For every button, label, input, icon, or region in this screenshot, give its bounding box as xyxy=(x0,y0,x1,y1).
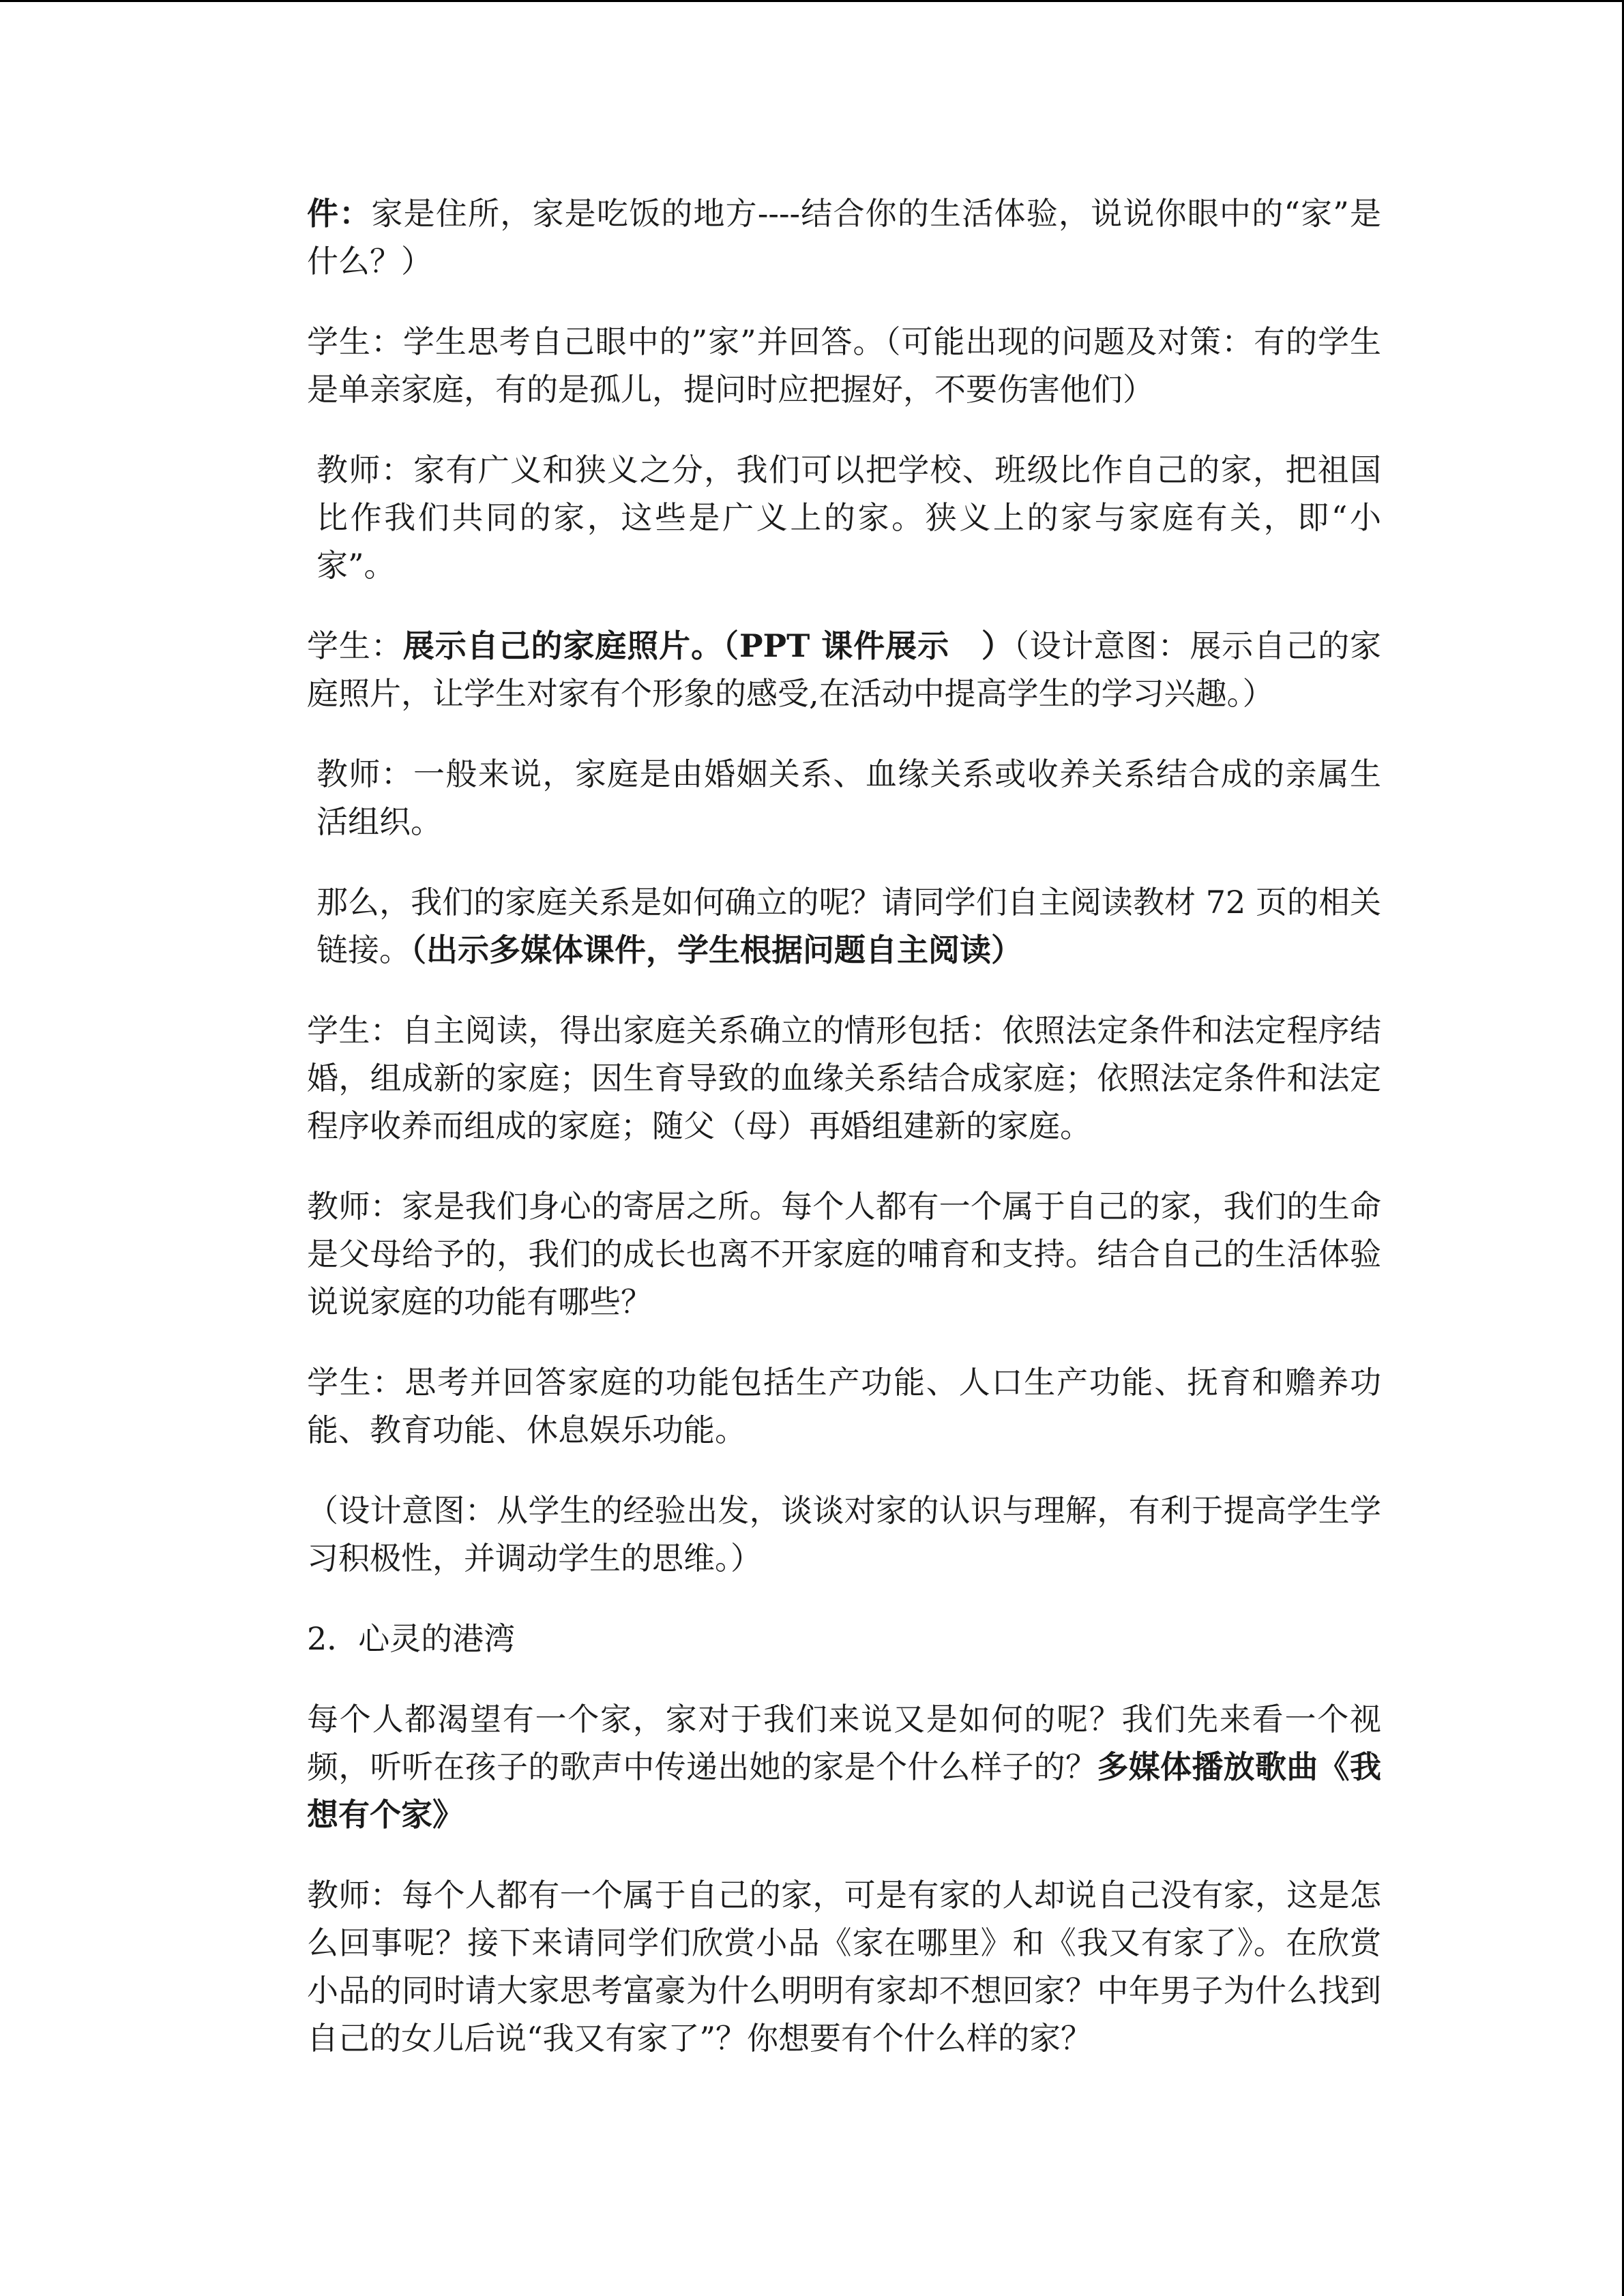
paragraph-12-text: 每个人都渴望有一个家，家对于我们来说又是如何的呢？我们先来看一个视频，听听在孩子的歌声中传递出她的家是个什么样子的？ xyxy=(307,1701,1381,1785)
paragraph-1-text: 家是住所，家是吃饭的地方----结合你的生活体验，说说你眼中的“家”是什么？） xyxy=(307,195,1381,280)
section-heading xyxy=(307,1615,1381,1663)
paragraph-2-text: 学生：学生思考自己眼中的”家”并回答。（可能出现的问题及对策：有的学生是单亲家庭，有的是孤儿，提问时应把握好，不要伤害他们） xyxy=(307,323,1381,408)
paragraph-5-text: 教师：一般来说，家庭是由婚姻关系、血缘关系或收养关系结合成的亲属生活组织。 xyxy=(316,756,1381,840)
paragraph-13 xyxy=(307,1871,1381,2062)
paragraph-6 xyxy=(307,878,1381,974)
paragraph-1 xyxy=(307,190,1381,285)
paragraph-13-text: 教师：每个人都有一个属于自己的家，可是有家的人却说自己没有家，这是怎么回事呢？接下来请同学们欣赏小品《家在哪里》和《我又有家了》。在欣赏小品的同时请大家思考富豪为什么明明有家却不想回家？中年男子为什么找到自己的女儿后说“我又有家了”？你想要有个什么样的家？ xyxy=(307,1877,1381,2057)
paragraph-4-text: （设计意图：展示自己的家庭照片，让学生对家有个形象的感受,在活动中提高学生的学习兴趣。） xyxy=(307,627,1382,712)
paragraph-7-text: 学生：自主阅读，得出家庭关系确立的情形包括：依照法定条件和法定程序结婚，组成新的家庭；因生育导致的血缘关系结合成家庭；依照法定条件和法定程序收养而组成的家庭；随父（母）再婚组建新的家庭。 xyxy=(307,1012,1381,1144)
section-heading-text: 2．心灵的港湾 xyxy=(307,1620,516,1657)
document-body xyxy=(307,190,1381,2095)
paragraph-6-text: 那么，我们的家庭关系是如何确立的呢？请同学们自主阅读教材 72 页的相关链接。 xyxy=(316,884,1381,968)
paragraph-1-bold-lead: 件： xyxy=(307,195,372,232)
paragraph-5 xyxy=(307,750,1381,846)
paragraph-10 xyxy=(307,1487,1381,1582)
paragraph-9-text: 学生：思考并回答家庭的功能包括生产功能、人口生产功能、抚育和赡养功能、教育功能、休息娱乐功能。 xyxy=(307,1364,1381,1448)
paragraph-3 xyxy=(307,446,1381,589)
paragraph-6-bold: （出示多媒体课件，学生根据问题自主阅读） xyxy=(411,931,1022,968)
paragraph-8 xyxy=(307,1182,1381,1326)
paragraph-10-text: （设计意图：从学生的经验出发，谈谈对家的认识与理解，有利于提高学生学习积极性，并调动学生的思维。） xyxy=(307,1492,1381,1577)
paragraph-4 xyxy=(307,622,1381,717)
paragraph-7 xyxy=(307,1007,1381,1150)
paragraph-4-bold: 展示自己的家庭照片。（PPT 课件展示 ） xyxy=(402,627,1014,664)
paragraph-4-speaker: 学生： xyxy=(307,627,403,664)
paragraph-9 xyxy=(307,1358,1381,1454)
paragraph-3-text: 教师：家有广义和狭义之分，我们可以把学校、班级比作自己的家，把祖国比作我们共同的家，这些是广义上的家。狭义上的家与家庭有关，即“小家”。 xyxy=(316,451,1381,584)
paragraph-8-text: 教师：家是我们身心的寄居之所。每个人都有一个属于自己的家，我们的生命是父母给予的，我们的成长也离不开家庭的哺育和支持。结合自己的生活体验说说家庭的功能有哪些？ xyxy=(307,1188,1381,1320)
paragraph-2 xyxy=(307,318,1381,413)
paragraph-12 xyxy=(307,1695,1381,1838)
paragraph-12-bold: 多媒体播放歌曲《我想有个家》 xyxy=(307,1748,1382,1833)
